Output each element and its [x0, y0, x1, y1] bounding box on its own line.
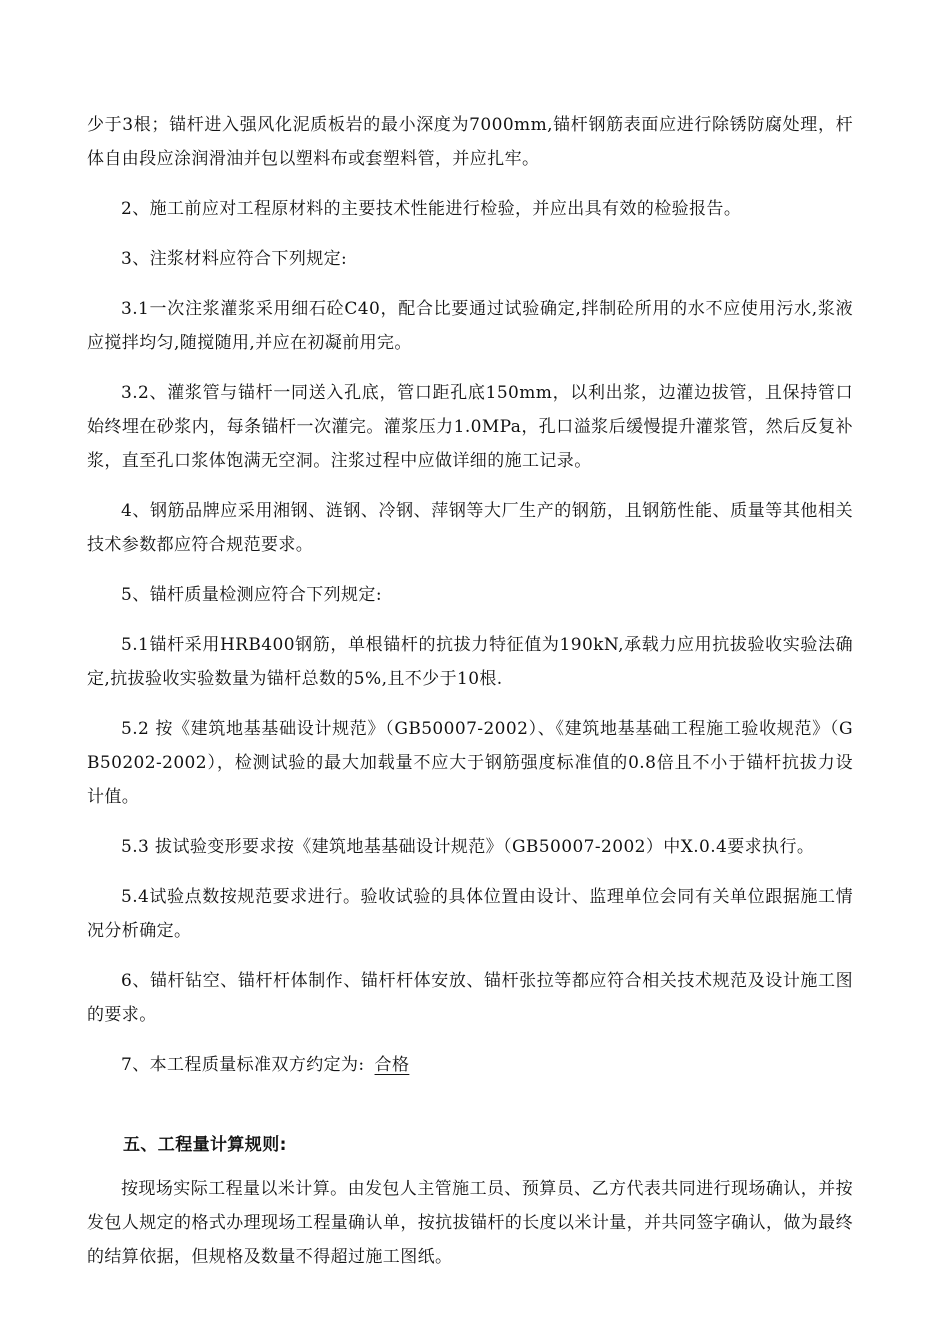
- paragraph-inspection-rules-heading: 5、锚杆质量检测应符合下列规定:: [121, 585, 382, 605]
- paragraph-inspection-5-4: 5.4试验点数按规范要求进行。验收试验的具体位置由设计、监理单位会同有关单位跟据施工情况分析确定。: [87, 887, 853, 941]
- paragraph-material-inspection: 2、施工前应对工程原材料的主要技术性能进行检验，并应出具有效的检验报告。: [121, 199, 742, 219]
- paragraph-quality-standard: [87, 1048, 853, 1082]
- paragraph-anchor-depth: 少于3根；锚杆进入强风化泥质板岩的最小深度为7000mm,锚杆钢筋表面应进行除锈防腐处理，杆体自由段应涂润滑油并包以塑料布或套塑料管，并应扎牢。: [87, 115, 853, 169]
- paragraph-grout-rules-heading: 3、注浆材料应符合下列规定:: [121, 249, 348, 269]
- paragraph-steel-brand: 4、钢筋品牌应采用湘钢、涟钢、冷钢、萍钢等大厂生产的钢筋，且钢筋性能、质量等其他相关技术参数都应符合规范要求。: [87, 501, 853, 555]
- paragraph-construction-requirements: 6、锚杆钻空、锚杆杆体制作、锚杆杆体安放、锚杆张拉等都应符合相关技术规范及设计施工图的要求。: [87, 971, 853, 1025]
- paragraph-grout-3-2: 3.2、灌浆管与锚杆一同送入孔底，管口距孔底150mm，以利出浆，边灌边拔管，且保持管口始终埋在砂浆内，每条锚杆一次灌完。灌浆压力1.0MPa，孔口溢浆后缓慢提升灌浆管，然后反复补浆，直至孔口浆体饱满无空洞。注浆过程中应做详细的施工记录。: [87, 383, 853, 471]
- quality-standard-label: 7、本工程质量标准双方约定为:: [121, 1055, 365, 1075]
- paragraph-quantity-rules: 按现场实际工程量以米计算。由发包人主管施工员、预算员、乙方代表共同进行现场确认，并按发包人规定的格式办理现场工程量确认单，按抗拔锚杆的长度以米计量，并共同签字确认，做为最终的结算依据，但规格及数量不得超过施工图纸。: [87, 1179, 853, 1267]
- paragraph-inspection-5-2: 5.2 按《建筑地基基础设计规范》（GB50007-2002）、《建筑地基基础工程施工验收规范》（GB50202-2002），检测试验的最大加载量不应大于钢筋强度标准值的0.8倍且不小于锚杆抗拔力设计值。: [87, 719, 853, 807]
- document-body: [87, 108, 853, 1274]
- paragraph-inspection-5-1: 5.1锚杆采用HRB400钢筋，单根锚杆的抗拔力特征值为190kN,承载力应用抗拔验收实验法确定,抗拔验收实验数量为锚杆总数的5%,且不少于10根.: [87, 635, 853, 689]
- quality-standard-value: 合格: [374, 1055, 410, 1075]
- section-spacer: [87, 1098, 853, 1128]
- section-heading-quantity-rules: 五、工程量计算规则:: [123, 1135, 287, 1155]
- paragraph-grout-3-1: 3.1一次注浆灌浆采用细石砼C40，配合比要通过试验确定,拌制砼所用的水不应使用污水,浆液应搅拌均匀,随搅随用,并应在初凝前用完。: [87, 299, 853, 353]
- paragraph-inspection-5-3: 5.3 拔试验变形要求按《建筑地基基础设计规范》（GB50007-2002）中X.0.4要求执行。: [121, 837, 815, 857]
